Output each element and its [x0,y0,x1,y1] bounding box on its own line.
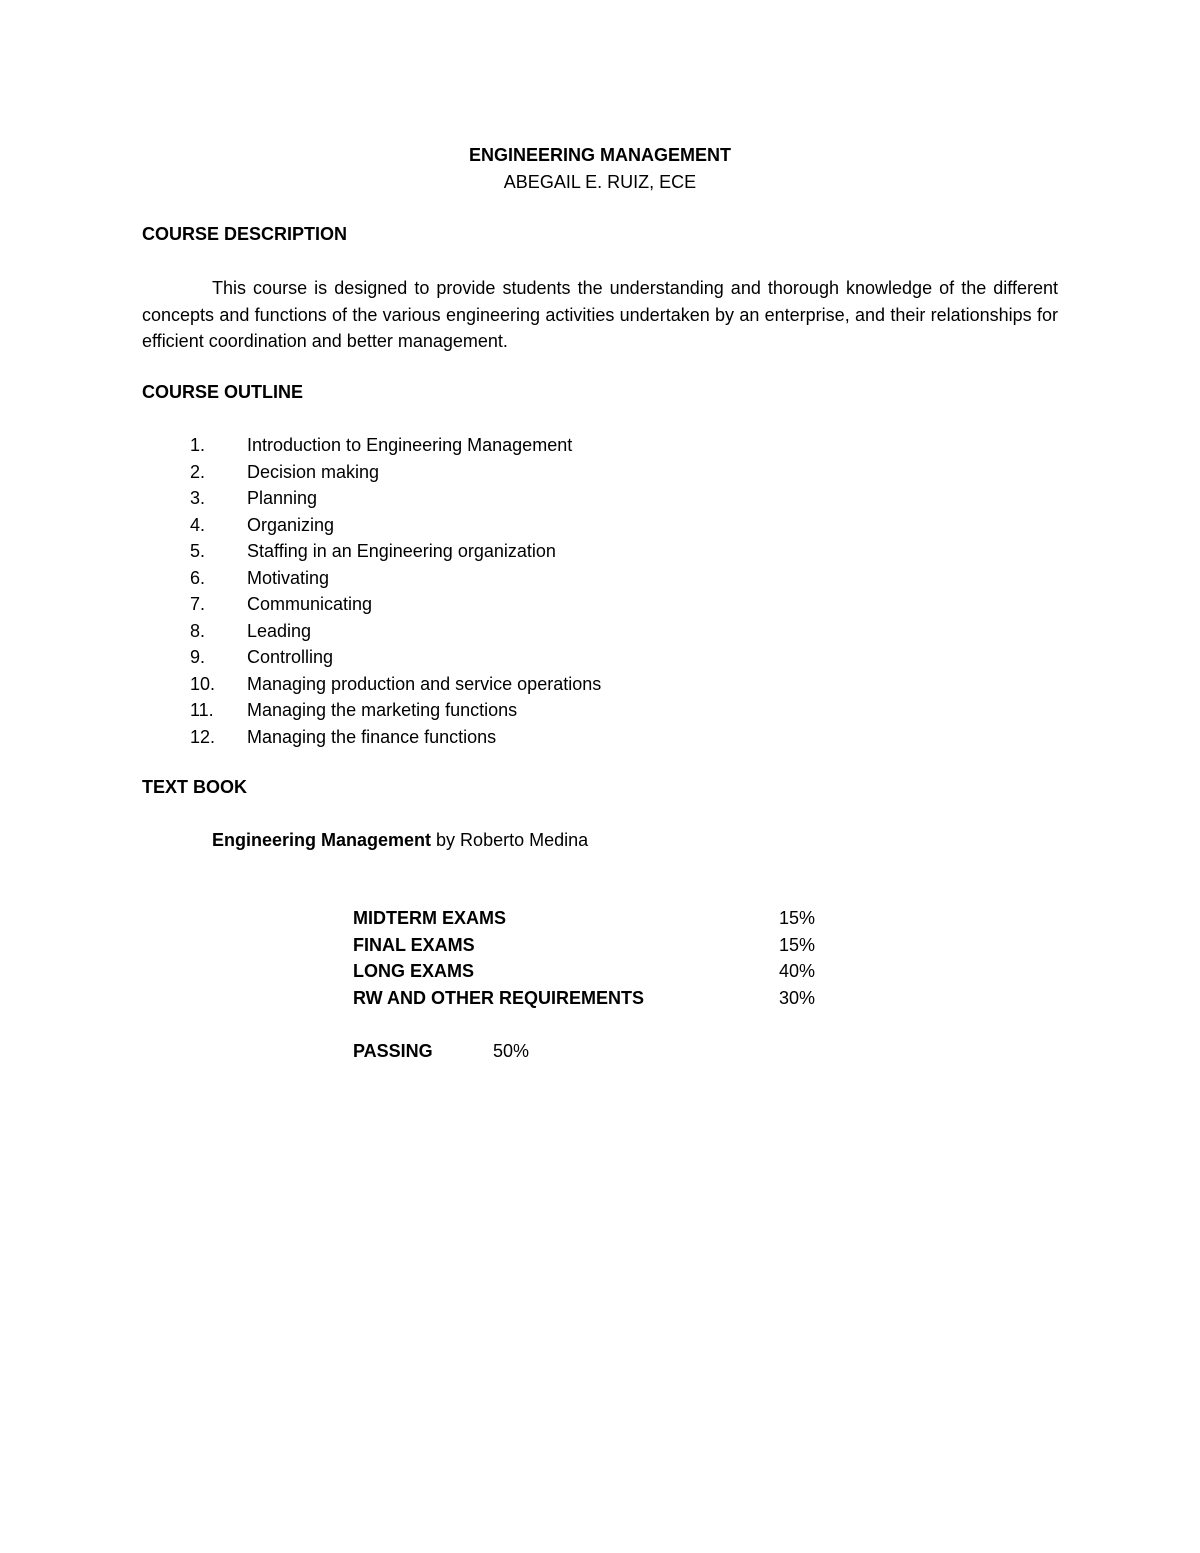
outline-item [190,724,601,751]
outline-item [190,697,601,724]
outline-item-text: Motivating [247,567,330,588]
grading-value: 30% [778,987,815,1008]
outline-item [190,671,601,698]
passing-value: 50% [493,1041,530,1061]
text-book-entry [212,828,588,852]
outline-item-number: 12. [190,726,216,747]
outline-item-text: Managing the marketing functions [247,700,518,720]
outline-item-number: 4. [190,514,206,535]
passing-grade [353,1038,529,1064]
grading-value: 15% [778,908,815,928]
outline-item-number: 2. [190,461,206,482]
grading-value: 15% [778,934,815,955]
document-author: ABEGAIL E. RUIZ, ECE [503,172,697,192]
grading-label: RW AND OTHER REQUIREMENTS [353,987,645,1008]
grading-row [353,932,815,959]
outline-item-number: 3. [190,488,206,508]
grading-label: FINAL EXAMS [353,934,475,955]
course-outline-list [190,432,601,750]
outline-item [190,512,601,539]
outline-item-text: Controlling [247,647,334,667]
outline-item-text: Decision making [247,461,380,482]
outline-item-number: 7. [190,594,206,614]
outline-item [190,538,601,565]
course-description-text: This course is designed to provide students the understanding and thorough knowledge of the different concepts and functions of the various engineering activities undertaken by an enterprise, and their relationships for efficient coordination and better management. [142,278,1058,351]
grading-row [353,985,815,1012]
outline-item-text: Planning [247,488,318,508]
grading-row [353,905,815,932]
grading-table [353,905,815,1011]
outline-item-number: 8. [190,620,206,641]
course-description-heading: COURSE DESCRIPTION [142,224,348,244]
course-outline-heading: COURSE OUTLINE [142,382,304,402]
outline-item-number: 10. [190,673,216,694]
outline-item [190,485,601,512]
outline-item-text: Leading [247,620,312,641]
text-book-byline: by Roberto Medina [431,830,589,850]
outline-item-number: 1. [190,435,206,455]
outline-item-number: 5. [190,541,206,561]
grading-row [353,958,815,985]
text-book-title: Engineering Management [212,830,432,850]
outline-item-number: 6. [190,567,206,588]
outline-item [190,432,601,459]
text-book-heading: TEXT BOOK [142,777,248,797]
outline-item-text: Introduction to Engineering Management [247,435,573,455]
grading-value: 40% [778,961,815,981]
outline-item [190,644,601,671]
outline-item-text: Organizing [247,514,335,535]
outline-item-text: Managing production and service operations [247,673,602,694]
outline-item [190,618,601,645]
outline-item-number: 11. [190,700,214,720]
outline-item-text: Managing the finance functions [247,726,497,747]
grading-label: MIDTERM EXAMS [353,908,506,928]
outline-item-text: Staffing in an Engineering organization [247,541,556,561]
outline-item-text: Communicating [247,594,373,614]
outline-item [190,565,601,592]
document-title: ENGINEERING MANAGEMENT [468,145,731,165]
outline-item [190,459,601,486]
outline-item-number: 9. [190,647,206,667]
passing-label: PASSING [353,1041,433,1061]
grading-label: LONG EXAMS [353,961,475,981]
outline-item [190,591,601,618]
